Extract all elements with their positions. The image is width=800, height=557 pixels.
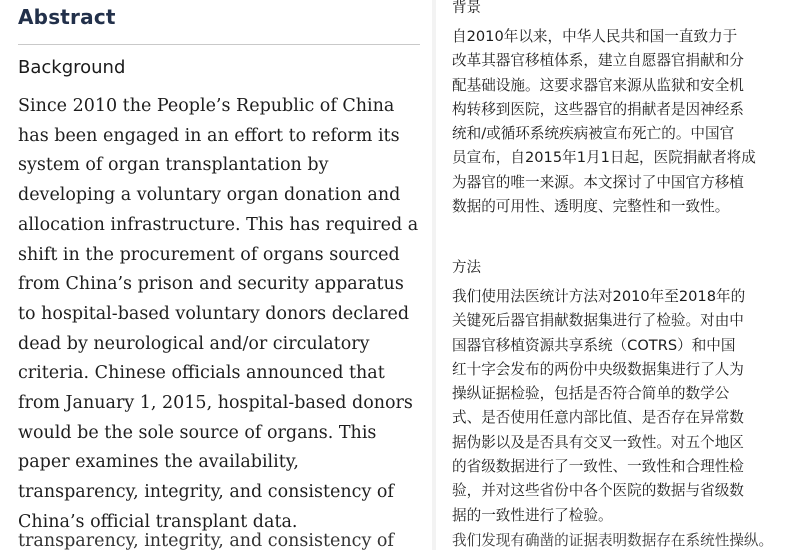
text-line: would be the sole source of organs. This	[18, 422, 377, 443]
text-line: 构转移到医院，这些器官的捐献者是因神经系	[452, 100, 744, 118]
text-line: 为器官的唯一来源。本文探讨了中国官方移植	[452, 173, 744, 191]
text-line: 改革其器官移植体系，建立自愿器官捐献和分	[452, 52, 744, 70]
text-line: developing a voluntary organ donation and	[18, 185, 401, 206]
text-line: system of organ transplantation by	[18, 155, 329, 176]
text-line: 国器官移植资源共享系统（COTRS）和中国	[452, 336, 736, 354]
text-line: from China’s prison and security apparatus	[18, 274, 404, 295]
cut-off-text-line-zh	[452, 532, 792, 550]
text-line: 红十字会发布的两份中央级数据集进行了人为	[452, 360, 744, 378]
text-line: 员宣布，自2015年1月1日起，医院捐献者将成	[452, 149, 756, 167]
text-line: 关键死后器官捐献数据集进行了检验。对由中	[452, 312, 744, 330]
background-heading: Background	[18, 57, 126, 78]
text-line: dead by neurological and/or circulatory	[18, 333, 370, 354]
text-line: 我们使用法医统计方法对2010年至2018年的	[452, 288, 746, 305]
heading-divider	[18, 44, 420, 45]
text-line: 自2010年以来，中华人民共和国一直致力于	[452, 28, 738, 45]
chinese-abstract-panel	[436, 0, 800, 550]
text-line: 的省级数据进行了一致性、一致性和合理性检	[452, 458, 744, 476]
text-line: criteria. Chinese officials announced that	[18, 363, 385, 384]
text-line: from January 1, 2015, hospital-based donors	[18, 393, 413, 414]
english-background-text	[18, 92, 428, 538]
text-line: 验，并对这些省份中各个医院的数据与省级数	[452, 482, 744, 500]
text-line: shift in the procurement of organs sourced	[18, 244, 400, 265]
text-line: has been engaged in an effort to reform its	[18, 125, 400, 146]
text-line: to hospital-based voluntary donors declared	[18, 303, 410, 324]
text-line: 据的一致性进行了检验。	[452, 506, 613, 524]
background-heading-zh: 背景	[452, 0, 481, 16]
text-line: Since 2010 the People’s Republic of China	[18, 96, 395, 116]
text-line: 式、是否使用任意内部比值、是否存在异常数	[452, 409, 744, 427]
cut-off-text-line	[18, 531, 410, 551]
cut-off-text: 我们发现有确凿的证据表明数据存在系统性操纵。	[452, 532, 774, 549]
methods-heading-zh: 方法	[452, 260, 481, 276]
text-line: 操纵证据检验，包括是否符合简单的数学公	[452, 385, 730, 403]
text-line: transparency, integrity, and consistency of	[18, 482, 394, 503]
cut-off-text: transparency, integrity, and consistency of	[18, 531, 394, 551]
text-line: China’s official transplant data.	[18, 511, 298, 532]
text-line: 配基础设施。这要求器官来源从监狱和安全机	[452, 76, 744, 94]
text-line: 据伪影以及是否具有交叉一致性。对五个地区	[452, 433, 744, 451]
text-line: 统和/或循环系统疾病被宣布死亡的。中国官	[452, 125, 735, 143]
text-line: allocation infrastructure. This has required a	[18, 214, 419, 235]
abstract-heading: Abstract	[18, 5, 116, 29]
text-line: 数据的可用性、透明度、完整性和一致性。	[452, 198, 730, 216]
text-line: paper examines the availability,	[18, 452, 299, 473]
chinese-background-text	[452, 25, 798, 219]
chinese-methods-text	[452, 285, 798, 528]
